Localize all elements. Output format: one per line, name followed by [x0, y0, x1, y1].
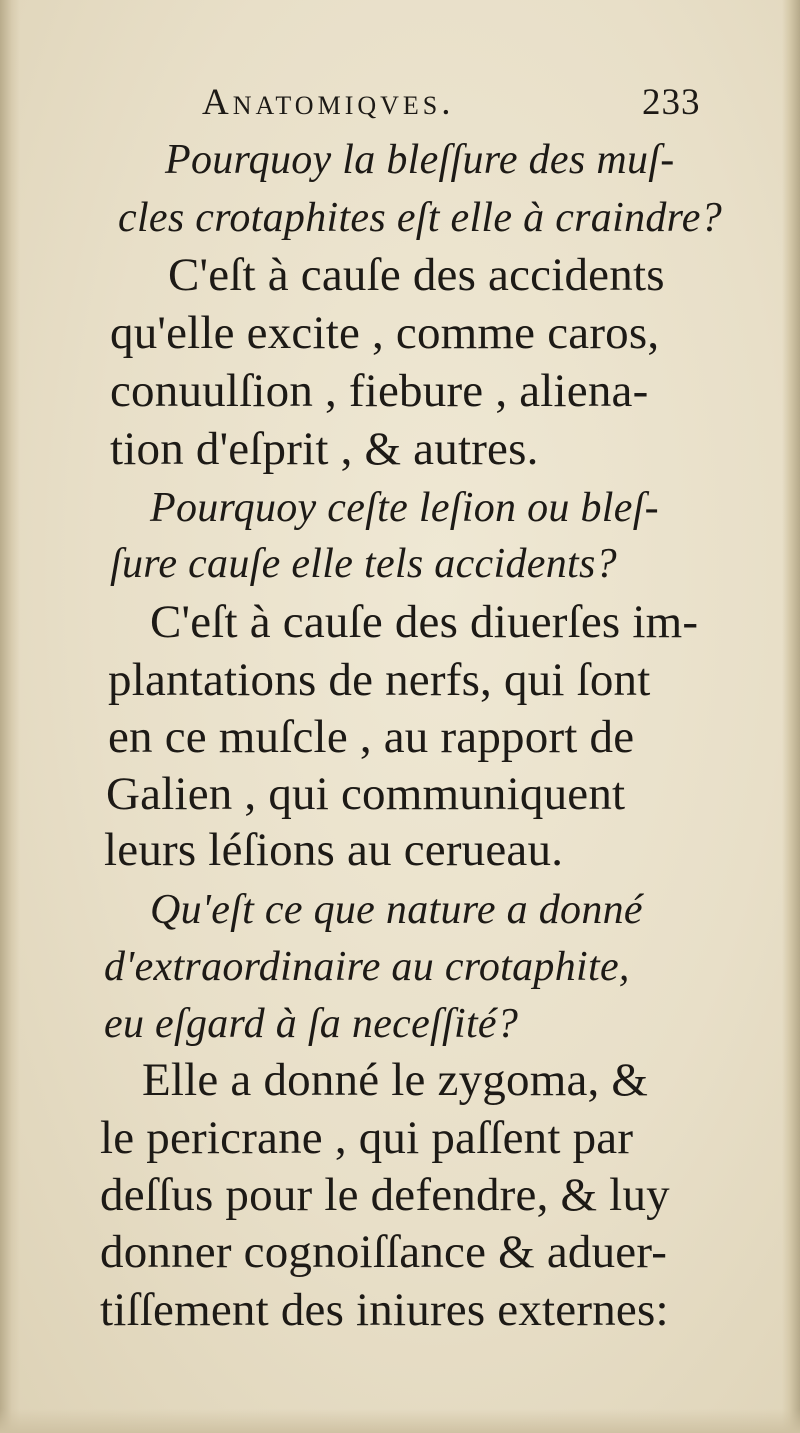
page-number: 233 — [642, 82, 701, 123]
question-line: cles crotaphites eſt elle à craindre? — [118, 195, 723, 241]
page-right-edge — [782, 0, 800, 1433]
answer-line: donner cognoiſſance & aduer- — [100, 1226, 668, 1278]
answer-line: Galien , qui communiquent — [106, 768, 626, 820]
answer-line: le pericrane , qui paſſent par — [100, 1112, 634, 1164]
answer-line: C'eſt à cauſe des diuerſes im- — [150, 596, 699, 648]
answer-line: plantations de nerfs, qui ſont — [108, 654, 651, 706]
answer-line: tion d'eſprit , & autres. — [110, 423, 539, 475]
answer-line: C'eſt à cauſe des accidents — [168, 249, 665, 301]
question-line: Pourquoy la bleſſure des muſ- — [165, 137, 675, 183]
question-line: eu eſgard à ſa neceſſité? — [104, 1001, 519, 1047]
answer-line: deſſus pour le defendre, & luy — [100, 1169, 670, 1221]
answer-line: tiſſement des iniures externes: — [100, 1284, 669, 1336]
running-head: Anatomiqves. — [202, 82, 455, 123]
question-line: d'extraordinaire au crotaphite, — [104, 944, 630, 990]
answer-line: Elle a donné le zygoma, & — [142, 1054, 649, 1106]
answer-line: leurs léſions au cerueau. — [104, 824, 564, 876]
answer-line: conuulſion , fiebure , aliena- — [110, 365, 649, 417]
question-line: Pourquoy ceſte leſion ou bleſ- — [150, 485, 659, 531]
page-left-edge — [0, 0, 20, 1433]
answer-line: qu'elle excite , comme caros, — [110, 307, 660, 359]
page-bottom-edge — [0, 1409, 800, 1433]
answer-line: en ce muſcle , au rapport de — [108, 711, 635, 763]
question-line: ſure cauſe elle tels accidents? — [110, 541, 617, 587]
page-header — [202, 78, 722, 128]
question-line: Qu'eſt ce que nature a donné — [150, 887, 643, 933]
